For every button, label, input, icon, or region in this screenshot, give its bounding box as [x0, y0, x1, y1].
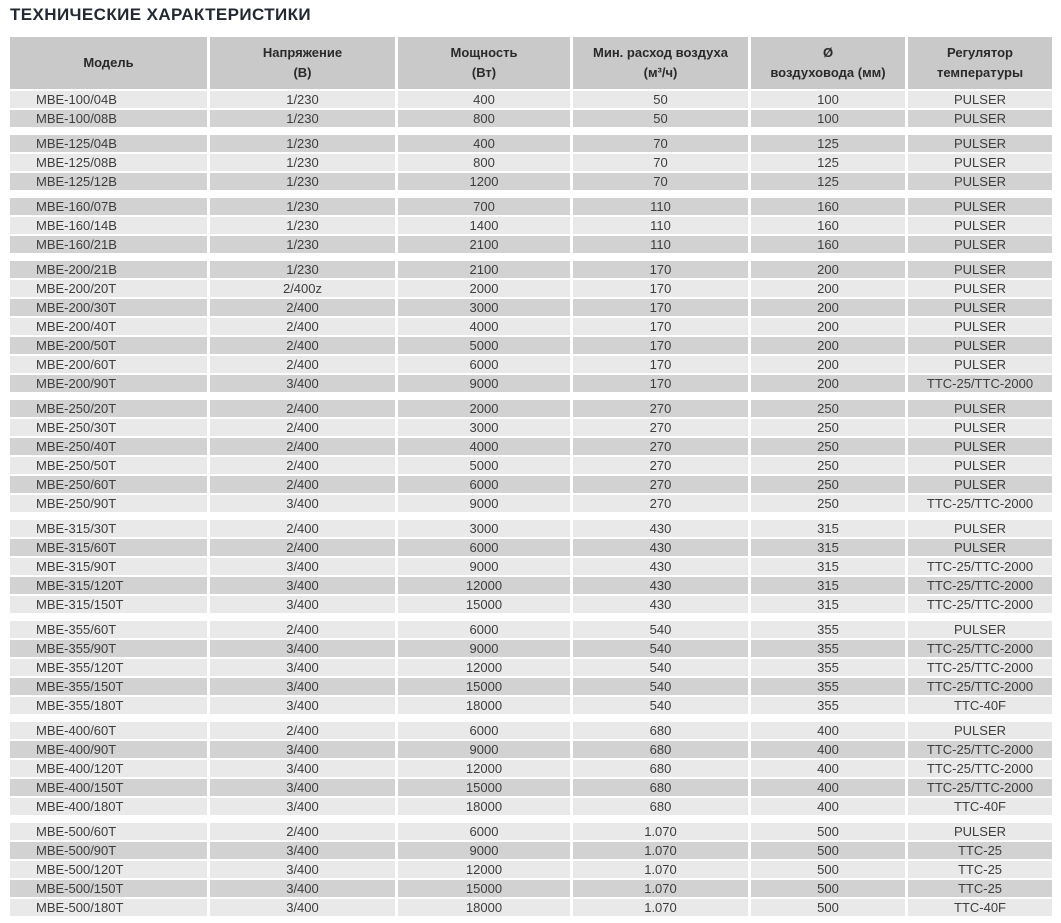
- cell-voltage: 2/400: [210, 457, 395, 474]
- cell-voltage: 3/400: [210, 760, 395, 777]
- cell-voltage: 2/400: [210, 520, 395, 537]
- cell-airflow: 540: [573, 640, 748, 657]
- cell-regulator: PULSER: [908, 299, 1052, 316]
- cell-diameter: 100: [751, 110, 905, 127]
- cell-regulator: PULSER: [908, 419, 1052, 436]
- cell-airflow: 430: [573, 577, 748, 594]
- cell-airflow: 270: [573, 495, 748, 512]
- table-row: [10, 722, 1052, 739]
- cell-airflow: 1.070: [573, 823, 748, 840]
- cell-regulator: PULSER: [908, 217, 1052, 234]
- cell-voltage: 1/230: [210, 154, 395, 171]
- table-body: [10, 91, 1052, 916]
- cell-model: MBE-250/40T: [10, 438, 207, 455]
- page-title: ТЕХНИЧЕСКИЕ ХАРАКТЕРИСТИКИ: [10, 5, 312, 24]
- cell-model: MBE-100/08B: [10, 110, 207, 127]
- cell-voltage: 2/400: [210, 356, 395, 373]
- cell-regulator: TTC-25/TTC-2000: [908, 577, 1052, 594]
- cell-model: MBE-250/20T: [10, 400, 207, 417]
- cell-model: MBE-400/90T: [10, 741, 207, 758]
- table-row: [10, 318, 1052, 335]
- table-row: [10, 577, 1052, 594]
- table-row: [10, 299, 1052, 316]
- cell-diameter: 250: [751, 400, 905, 417]
- table-row: [10, 356, 1052, 373]
- cell-regulator: TTC-25/TTC-2000: [908, 596, 1052, 613]
- cell-diameter: 125: [751, 154, 905, 171]
- cell-airflow: 270: [573, 400, 748, 417]
- cell-airflow: 170: [573, 356, 748, 373]
- spec-table: [10, 37, 1052, 916]
- cell-regulator: PULSER: [908, 91, 1052, 108]
- cell-regulator: TTC-25/TTC-2000: [908, 558, 1052, 575]
- cell-regulator: PULSER: [908, 236, 1052, 253]
- cell-voltage: 3/400: [210, 640, 395, 657]
- cell-power: 700: [398, 198, 570, 215]
- cell-regulator: PULSER: [908, 318, 1052, 335]
- cell-airflow: 1.070: [573, 842, 748, 859]
- cell-voltage: 2/400: [210, 722, 395, 739]
- cell-diameter: 200: [751, 356, 905, 373]
- cell-voltage: 3/400: [210, 558, 395, 575]
- cell-regulator: PULSER: [908, 539, 1052, 556]
- cell-airflow: 270: [573, 419, 748, 436]
- cell-diameter: 200: [751, 375, 905, 392]
- table-row: [10, 495, 1052, 512]
- column-header-voltage: Напряжение (В): [210, 37, 395, 89]
- cell-airflow: 110: [573, 198, 748, 215]
- table-row: [10, 621, 1052, 638]
- cell-regulator: PULSER: [908, 135, 1052, 152]
- cell-model: MBE-160/14B: [10, 217, 207, 234]
- cell-regulator: PULSER: [908, 722, 1052, 739]
- cell-power: 12000: [398, 760, 570, 777]
- cell-power: 6000: [398, 476, 570, 493]
- cell-regulator: PULSER: [908, 110, 1052, 127]
- cell-voltage: 2/400z: [210, 280, 395, 297]
- cell-power: 12000: [398, 577, 570, 594]
- cell-diameter: 315: [751, 577, 905, 594]
- table-row: [10, 678, 1052, 695]
- cell-airflow: 430: [573, 596, 748, 613]
- cell-model: MBE-315/120T: [10, 577, 207, 594]
- table-row: [10, 457, 1052, 474]
- cell-power: 9000: [398, 640, 570, 657]
- cell-diameter: 315: [751, 558, 905, 575]
- cell-model: MBE-315/90T: [10, 558, 207, 575]
- cell-voltage: 3/400: [210, 779, 395, 796]
- cell-airflow: 430: [573, 539, 748, 556]
- cell-regulator: PULSER: [908, 457, 1052, 474]
- cell-voltage: 1/230: [210, 91, 395, 108]
- cell-model: MBE-250/50T: [10, 457, 207, 474]
- cell-airflow: 70: [573, 173, 748, 190]
- cell-voltage: 2/400: [210, 299, 395, 316]
- cell-model: MBE-160/21B: [10, 236, 207, 253]
- cell-diameter: 355: [751, 640, 905, 657]
- cell-regulator: TTC-25: [908, 861, 1052, 878]
- cell-airflow: 680: [573, 798, 748, 815]
- cell-voltage: 3/400: [210, 798, 395, 815]
- cell-diameter: 200: [751, 261, 905, 278]
- cell-voltage: 1/230: [210, 173, 395, 190]
- cell-power: 800: [398, 110, 570, 127]
- cell-model: MBE-125/12B: [10, 173, 207, 190]
- cell-voltage: 3/400: [210, 899, 395, 916]
- table-row: [10, 596, 1052, 613]
- cell-power: 800: [398, 154, 570, 171]
- cell-power: 5000: [398, 337, 570, 354]
- table-row: [10, 539, 1052, 556]
- cell-voltage: 2/400: [210, 318, 395, 335]
- cell-power: 2100: [398, 236, 570, 253]
- cell-regulator: TTC-25/TTC-2000: [908, 779, 1052, 796]
- cell-diameter: 500: [751, 823, 905, 840]
- cell-power: 12000: [398, 659, 570, 676]
- cell-model: MBE-125/04B: [10, 135, 207, 152]
- cell-power: 400: [398, 135, 570, 152]
- cell-airflow: 50: [573, 110, 748, 127]
- cell-diameter: 400: [751, 798, 905, 815]
- cell-airflow: 270: [573, 457, 748, 474]
- cell-power: 18000: [398, 798, 570, 815]
- cell-airflow: 170: [573, 261, 748, 278]
- cell-diameter: 355: [751, 697, 905, 714]
- cell-model: MBE-500/150T: [10, 880, 207, 897]
- cell-diameter: 355: [751, 678, 905, 695]
- cell-regulator: TTC-25/TTC-2000: [908, 659, 1052, 676]
- cell-power: 6000: [398, 823, 570, 840]
- cell-model: MBE-355/120T: [10, 659, 207, 676]
- cell-airflow: 1.070: [573, 861, 748, 878]
- cell-airflow: 70: [573, 135, 748, 152]
- cell-airflow: 170: [573, 375, 748, 392]
- cell-power: 1200: [398, 173, 570, 190]
- cell-voltage: 2/400: [210, 419, 395, 436]
- cell-regulator: TTC-40F: [908, 798, 1052, 815]
- cell-power: 3000: [398, 419, 570, 436]
- cell-voltage: 3/400: [210, 577, 395, 594]
- table-row: [10, 419, 1052, 436]
- cell-voltage: 3/400: [210, 861, 395, 878]
- cell-diameter: 400: [751, 779, 905, 796]
- cell-diameter: 500: [751, 880, 905, 897]
- cell-model: MBE-200/50T: [10, 337, 207, 354]
- cell-model: MBE-500/90T: [10, 842, 207, 859]
- cell-power: 9000: [398, 558, 570, 575]
- cell-diameter: 160: [751, 236, 905, 253]
- column-header-regulator: Регулятор температуры: [908, 37, 1052, 89]
- cell-voltage: 3/400: [210, 842, 395, 859]
- cell-regulator: TTC-25/TTC-2000: [908, 760, 1052, 777]
- cell-power: 15000: [398, 678, 570, 695]
- cell-voltage: 2/400: [210, 337, 395, 354]
- table-row: [10, 741, 1052, 758]
- cell-model: MBE-355/150T: [10, 678, 207, 695]
- cell-power: 3000: [398, 299, 570, 316]
- cell-voltage: 1/230: [210, 135, 395, 152]
- cell-power: 2000: [398, 400, 570, 417]
- cell-airflow: 1.070: [573, 880, 748, 897]
- cell-voltage: 2/400: [210, 400, 395, 417]
- cell-voltage: 1/230: [210, 198, 395, 215]
- cell-model: MBE-315/30T: [10, 520, 207, 537]
- cell-model: MBE-200/21B: [10, 261, 207, 278]
- table-row: [10, 640, 1052, 657]
- cell-regulator: TTC-25: [908, 880, 1052, 897]
- cell-diameter: 100: [751, 91, 905, 108]
- cell-voltage: 3/400: [210, 375, 395, 392]
- cell-power: 9000: [398, 842, 570, 859]
- table-row: [10, 697, 1052, 714]
- cell-power: 6000: [398, 621, 570, 638]
- cell-airflow: 110: [573, 217, 748, 234]
- cell-model: MBE-500/120T: [10, 861, 207, 878]
- cell-model: MBE-200/60T: [10, 356, 207, 373]
- cell-model: MBE-400/150T: [10, 779, 207, 796]
- table-row: [10, 899, 1052, 916]
- cell-diameter: 250: [751, 419, 905, 436]
- table-row: [10, 154, 1052, 171]
- cell-regulator: PULSER: [908, 823, 1052, 840]
- cell-power: 15000: [398, 880, 570, 897]
- cell-model: MBE-500/60T: [10, 823, 207, 840]
- cell-model: MBE-355/90T: [10, 640, 207, 657]
- cell-model: MBE-250/90T: [10, 495, 207, 512]
- table-row: [10, 337, 1052, 354]
- column-header-airflow: Мин. расход воздуха (м³/ч): [573, 37, 748, 89]
- table-row: [10, 236, 1052, 253]
- cell-diameter: 400: [751, 722, 905, 739]
- table-row: [10, 861, 1052, 878]
- cell-airflow: 680: [573, 779, 748, 796]
- cell-model: MBE-200/40T: [10, 318, 207, 335]
- cell-diameter: 250: [751, 438, 905, 455]
- cell-regulator: TTC-25/TTC-2000: [908, 375, 1052, 392]
- cell-regulator: PULSER: [908, 198, 1052, 215]
- cell-model: MBE-315/150T: [10, 596, 207, 613]
- cell-airflow: 540: [573, 697, 748, 714]
- cell-power: 18000: [398, 899, 570, 916]
- cell-diameter: 355: [751, 659, 905, 676]
- cell-diameter: 250: [751, 495, 905, 512]
- cell-model: MBE-250/60T: [10, 476, 207, 493]
- cell-model: MBE-355/180T: [10, 697, 207, 714]
- cell-airflow: 680: [573, 722, 748, 739]
- cell-diameter: 500: [751, 899, 905, 916]
- cell-voltage: 2/400: [210, 438, 395, 455]
- cell-diameter: 160: [751, 198, 905, 215]
- table-row: [10, 659, 1052, 676]
- cell-regulator: PULSER: [908, 261, 1052, 278]
- table-header-row: [10, 37, 1052, 89]
- cell-airflow: 430: [573, 558, 748, 575]
- table-row: [10, 261, 1052, 278]
- cell-diameter: 500: [751, 861, 905, 878]
- cell-model: MBE-250/30T: [10, 419, 207, 436]
- cell-regulator: PULSER: [908, 476, 1052, 493]
- cell-power: 2100: [398, 261, 570, 278]
- cell-power: 9000: [398, 495, 570, 512]
- cell-diameter: 400: [751, 760, 905, 777]
- cell-regulator: TTC-25/TTC-2000: [908, 495, 1052, 512]
- table-row: [10, 110, 1052, 127]
- table-row: [10, 842, 1052, 859]
- table-row: [10, 760, 1052, 777]
- cell-diameter: 500: [751, 842, 905, 859]
- cell-model: MBE-355/60T: [10, 621, 207, 638]
- cell-voltage: 3/400: [210, 741, 395, 758]
- cell-power: 3000: [398, 520, 570, 537]
- table-row: [10, 91, 1052, 108]
- cell-diameter: 200: [751, 280, 905, 297]
- cell-regulator: PULSER: [908, 154, 1052, 171]
- cell-airflow: 430: [573, 520, 748, 537]
- cell-airflow: 270: [573, 438, 748, 455]
- table-row: [10, 198, 1052, 215]
- cell-voltage: 1/230: [210, 110, 395, 127]
- cell-diameter: 315: [751, 596, 905, 613]
- table-row: [10, 779, 1052, 796]
- cell-regulator: PULSER: [908, 337, 1052, 354]
- cell-diameter: 315: [751, 539, 905, 556]
- cell-airflow: 540: [573, 678, 748, 695]
- cell-power: 18000: [398, 697, 570, 714]
- cell-power: 6000: [398, 539, 570, 556]
- cell-power: 4000: [398, 438, 570, 455]
- cell-voltage: 3/400: [210, 697, 395, 714]
- cell-voltage: 2/400: [210, 823, 395, 840]
- cell-regulator: PULSER: [908, 621, 1052, 638]
- cell-model: MBE-160/07B: [10, 198, 207, 215]
- cell-diameter: 250: [751, 457, 905, 474]
- cell-airflow: 170: [573, 318, 748, 335]
- cell-regulator: TTC-40F: [908, 697, 1052, 714]
- cell-diameter: 125: [751, 135, 905, 152]
- cell-airflow: 270: [573, 476, 748, 493]
- cell-airflow: 170: [573, 299, 748, 316]
- cell-airflow: 50: [573, 91, 748, 108]
- cell-model: MBE-200/20T: [10, 280, 207, 297]
- table-row: [10, 476, 1052, 493]
- cell-model: MBE-125/08B: [10, 154, 207, 171]
- table-row: [10, 558, 1052, 575]
- cell-voltage: 2/400: [210, 621, 395, 638]
- table-row: [10, 438, 1052, 455]
- column-header-diameter: Ø воздуховода (мм): [751, 37, 905, 89]
- column-header-power: Мощность (Вт): [398, 37, 570, 89]
- cell-model: MBE-400/120T: [10, 760, 207, 777]
- cell-voltage: 2/400: [210, 539, 395, 556]
- cell-regulator: TTC-25/TTC-2000: [908, 640, 1052, 657]
- table-row: [10, 823, 1052, 840]
- cell-power: 5000: [398, 457, 570, 474]
- cell-model: MBE-400/60T: [10, 722, 207, 739]
- cell-voltage: 3/400: [210, 495, 395, 512]
- cell-regulator: PULSER: [908, 400, 1052, 417]
- cell-regulator: TTC-25: [908, 842, 1052, 859]
- cell-voltage: 1/230: [210, 261, 395, 278]
- table-row: [10, 880, 1052, 897]
- cell-airflow: 540: [573, 659, 748, 676]
- cell-power: 400: [398, 91, 570, 108]
- cell-diameter: 200: [751, 318, 905, 335]
- cell-airflow: 680: [573, 760, 748, 777]
- cell-regulator: PULSER: [908, 356, 1052, 373]
- table-row: [10, 798, 1052, 815]
- cell-voltage: 3/400: [210, 678, 395, 695]
- cell-regulator: PULSER: [908, 173, 1052, 190]
- cell-power: 9000: [398, 741, 570, 758]
- table-row: [10, 400, 1052, 417]
- cell-airflow: 170: [573, 280, 748, 297]
- cell-regulator: PULSER: [908, 280, 1052, 297]
- cell-power: 6000: [398, 356, 570, 373]
- cell-regulator: PULSER: [908, 438, 1052, 455]
- cell-diameter: 355: [751, 621, 905, 638]
- cell-model: MBE-500/180T: [10, 899, 207, 916]
- cell-regulator: TTC-40F: [908, 899, 1052, 916]
- cell-power: 12000: [398, 861, 570, 878]
- table-row: [10, 135, 1052, 152]
- cell-diameter: 315: [751, 520, 905, 537]
- table-row: [10, 217, 1052, 234]
- cell-power: 2000: [398, 280, 570, 297]
- cell-diameter: 200: [751, 337, 905, 354]
- cell-regulator: TTC-25/TTC-2000: [908, 741, 1052, 758]
- cell-regulator: TTC-25/TTC-2000: [908, 678, 1052, 695]
- cell-airflow: 1.070: [573, 899, 748, 916]
- cell-airflow: 110: [573, 236, 748, 253]
- cell-diameter: 400: [751, 741, 905, 758]
- cell-model: MBE-100/04B: [10, 91, 207, 108]
- cell-diameter: 125: [751, 173, 905, 190]
- cell-voltage: 1/230: [210, 236, 395, 253]
- table-row: [10, 375, 1052, 392]
- cell-regulator: PULSER: [908, 520, 1052, 537]
- cell-diameter: 200: [751, 299, 905, 316]
- cell-power: 4000: [398, 318, 570, 335]
- column-header-model: Модель: [10, 37, 207, 89]
- cell-model: MBE-200/30T: [10, 299, 207, 316]
- cell-power: 1400: [398, 217, 570, 234]
- cell-model: MBE-315/60T: [10, 539, 207, 556]
- cell-airflow: 680: [573, 741, 748, 758]
- table-row: [10, 173, 1052, 190]
- table-row: [10, 520, 1052, 537]
- cell-model: MBE-200/90T: [10, 375, 207, 392]
- cell-power: 6000: [398, 722, 570, 739]
- cell-airflow: 70: [573, 154, 748, 171]
- cell-model: MBE-400/180T: [10, 798, 207, 815]
- table-row: [10, 280, 1052, 297]
- cell-voltage: 3/400: [210, 880, 395, 897]
- cell-power: 15000: [398, 779, 570, 796]
- cell-airflow: 540: [573, 621, 748, 638]
- cell-voltage: 3/400: [210, 659, 395, 676]
- cell-voltage: 3/400: [210, 596, 395, 613]
- cell-diameter: 160: [751, 217, 905, 234]
- cell-voltage: 2/400: [210, 476, 395, 493]
- cell-power: 9000: [398, 375, 570, 392]
- cell-airflow: 170: [573, 337, 748, 354]
- cell-diameter: 250: [751, 476, 905, 493]
- cell-voltage: 1/230: [210, 217, 395, 234]
- cell-power: 15000: [398, 596, 570, 613]
